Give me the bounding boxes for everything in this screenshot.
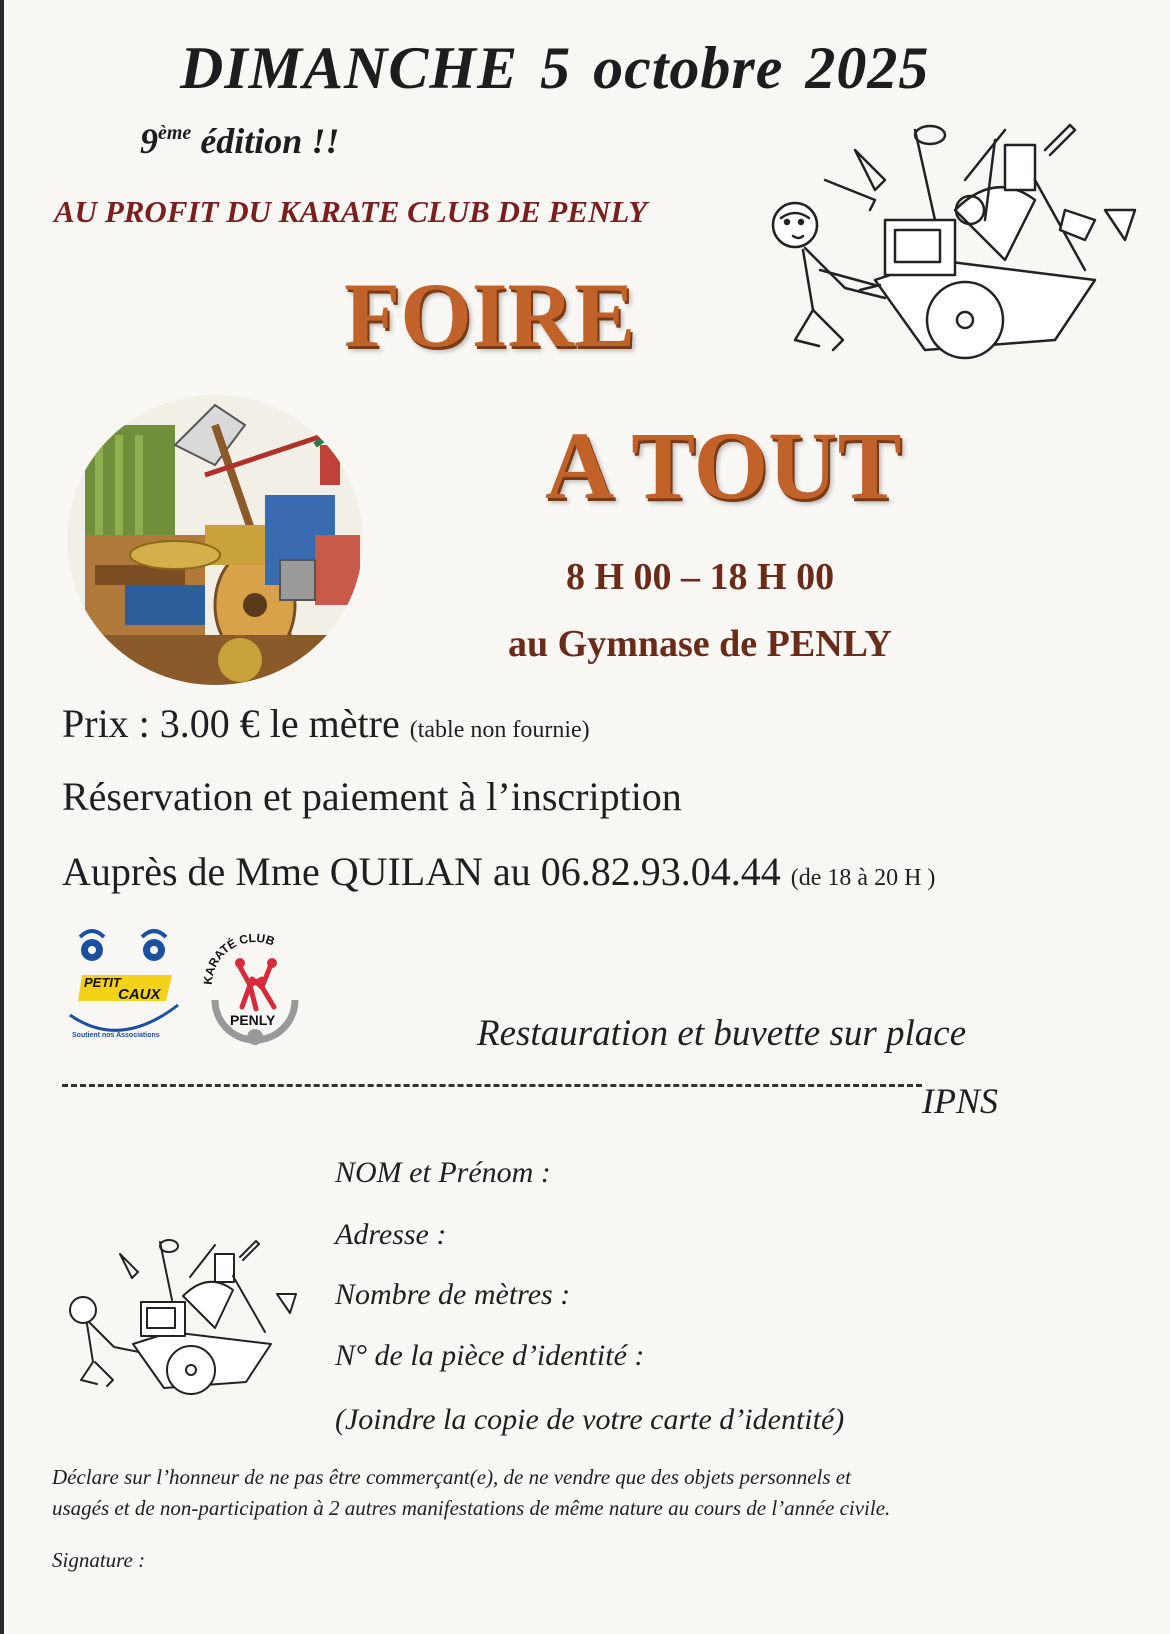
karate-club-logo	[200, 925, 310, 1050]
title-a-tout: A TOUT	[545, 412, 902, 519]
declaration	[52, 1462, 890, 1524]
contact-hours: (de 18 à 20 H )	[790, 865, 936, 891]
form-id-copy-note: (Joindre la copie de votre carte d’identité)	[335, 1403, 845, 1436]
price-text: Prix : 3.00 € le mètre	[62, 701, 400, 746]
declaration-line-2: usagés et de non-participation à 2 autres manifestations de même nature au cours de l’année civile.	[52, 1496, 891, 1520]
wheelbarrow-illustration	[765, 110, 1145, 360]
edition-text: édition !!	[191, 121, 340, 161]
price-line	[62, 700, 590, 747]
contact-text: Auprès de Mme QUILAN au 06.82.93.04.44	[62, 849, 781, 894]
restaurant-note: Restauration et buvette sur place	[477, 1013, 967, 1054]
event-venue: au Gymnase de PENLY	[508, 623, 892, 665]
edition	[140, 120, 339, 162]
date-month: octobre	[593, 35, 784, 101]
karate-club-name: PENLY	[230, 1012, 276, 1028]
form-id-number-label: N° de la pièce d’identité :	[335, 1339, 645, 1372]
form-meters-label: Nombre de mètres :	[335, 1278, 571, 1311]
beneficiary: AU PROFIT DU KARATE CLUB DE PENLY	[54, 194, 648, 229]
signature-label: Signature :	[52, 1548, 146, 1572]
contact-line	[62, 848, 935, 895]
cut-line	[62, 1084, 922, 1087]
small-wheelbarrow-illustration	[65, 1232, 300, 1397]
reservation-line: Réservation et paiement à l’inscription	[62, 774, 682, 819]
karate-club-arc: KARATÉ CLUB	[200, 930, 277, 986]
date-day-name: DIMANCHE	[180, 35, 519, 101]
left-edge	[0, 0, 4, 1634]
edition-suffix: ème	[158, 122, 192, 144]
ipns-label: IPNS	[922, 1081, 998, 1121]
form-name-label: NOM et Prénom :	[335, 1156, 551, 1189]
event-date	[180, 34, 929, 103]
petit-caux-line2: CAUX	[118, 986, 161, 1003]
title-foire: FOIRE	[344, 264, 636, 366]
price-note: (table non fournie)	[409, 717, 590, 743]
date-year: 2025	[805, 35, 930, 101]
edition-number: 9	[140, 121, 158, 161]
form-address-label: Adresse :	[335, 1218, 447, 1251]
petit-caux-tagline: Soutient nos Associations	[72, 1032, 160, 1039]
junk-pile-illustration	[65, 385, 375, 685]
petit-caux-logo	[62, 925, 187, 1045]
petit-caux-line1: PETIT	[84, 975, 121, 990]
declaration-line-1: Déclare sur l’honneur de ne pas être commerçant(e), de ne vendre que des objets personnels et	[52, 1465, 851, 1489]
event-hours: 8 H 00 – 18 H 00	[566, 556, 835, 598]
date-day: 5	[540, 35, 572, 101]
